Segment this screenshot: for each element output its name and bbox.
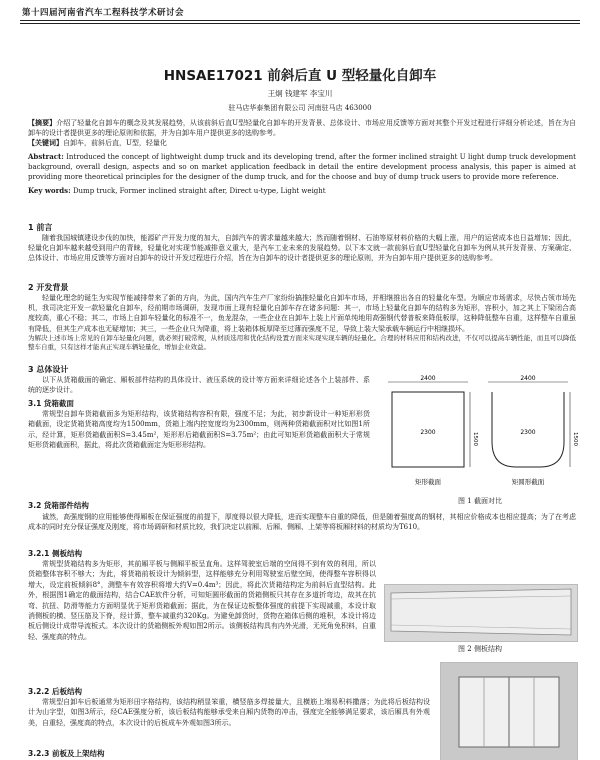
fig1-right-side-label: 1500 — [572, 432, 578, 446]
paper-authors: 王炯 钱建军 李宝川 — [267, 89, 333, 98]
section-3-1-heading: 3.1 货箱截面 — [28, 399, 74, 408]
section-3-2-2-heading: 3.2.2 后板结构 — [28, 687, 82, 696]
fig1-right-top-label: 2400 — [520, 375, 536, 382]
section-3-2-2-text: 常规型自卸车后板通常为矩形田字格结构，该结构稍显笨重，横竖筋多焊接量大，且横筋上端易积料撒落；为此将后板结构设计为山字型，如图3所示，经CAE强度分析，该后板结构能够承受来自厢内货物的冲击，强度完全能够满足要求，该后厢具有外观美，自重轻，强度高的特点，本次设计的后板成车外观如图3所示。 — [28, 698, 430, 727]
section-3-2-heading: 3.2 货箱部件结构 — [28, 501, 89, 510]
fig1-left-inner-label: 2300 — [420, 429, 436, 436]
fig1-left-top-label: 2400 — [420, 375, 436, 382]
section-1-body — [28, 233, 576, 264]
fig1-left-caption: 矩形截面 — [415, 478, 441, 486]
running-header: 第十四届河南省汽车工程科技学术研讨会 — [22, 8, 185, 18]
keywords-cn-text: 自卸车，前斜后直，U型，轻量化 — [63, 139, 167, 148]
abstract-cn-text: 介绍了轻量化自卸车的概念及其发展趋势，从该前斜后直U型轻量化自卸车的开发背景、总体设计、市场应用反馈等方面对其整个开发过程进行详细分析论述，旨在为自卸车的设计者提供更多的理论原则和依据，并为自卸车用户提供更多的选购参考。 — [28, 119, 577, 138]
section-3-2-1-heading: 3.2.1 侧板结构 — [28, 549, 82, 558]
fig1-right-inner-label: 2300 — [520, 429, 536, 436]
fig1-left-side-label: 1500 — [472, 432, 478, 446]
header-rule — [20, 20, 580, 21]
figure-3-photo — [440, 662, 578, 760]
section-3-2-1-body — [28, 559, 376, 642]
paper-affiliation: 驻马店华泰集团有限公司 河南驻马店 463000 — [228, 104, 372, 112]
keywords-en-label: Key words: — [28, 185, 71, 195]
section-3-1-text: 常规型自卸车货箱截面多为矩形结构，该货箱结构容积有限，强度不足；为此，初步新设计一种矩形形货箱截面，设定货箱货箱高度均为1500mm，货箱上端内控宽度均为2300mm，则两种货箱截面积对比如图1所示，经计算，矩形货箱截面积S=3.45m²，矩形形后箱截面积S=3.75m²；由此可知矩形货箱截面积大于常规矩形货箱截面积，据此，将此次货箱截面定为矩形形结构。 — [28, 410, 370, 450]
header-rule-thin — [20, 23, 580, 24]
section-3-2-1-text: 常规型货箱结构多为矩形，其前厢平板与侧厢平板呈直角。这样驾驶室后端的空间得不到有效的利用，所以货箱整体容积不够大；为此，将货箱前板设计为倾斜型，这样能够充分利用驾驶室后壁空间，使得整车容积得以增大，设定前板倾斜8°，测整车有效容积将增大约V=0.4m³；因此，将此次货箱结构定为前斜后直型结构。此外，根据图1确定的截面结构，结合CAE软件分析，可知矩圆形截面的货箱侧板只其存在多道折弯边，故其在抗弯、抗扭、防滑等能力方面明显优于矩形货箱截面；据此，为在保证边板整体强度的前提下实现减重，本设计取消侧板的横、竖压筋及下脊，经计算，整车减重约320Kg。为避免卸货时，货物在箱体后侧的堆积，本设计将边板后侧设计成带导流板式。本次设计的货箱侧板外观如图2所示。该侧板结构具有内外光滑，无死角免积料，自重轻、强度高的特点。 — [28, 560, 376, 641]
section-3-1-body — [28, 409, 370, 451]
figure-1-caption: 图 1 截面对比 — [458, 497, 502, 505]
section-1-heading: 1 前言 — [28, 223, 53, 232]
figure-2-drawing — [385, 585, 577, 641]
section-3-2-text: 诚然，高强度钢的应用能够使得厢板在保证强度的前提下，厚度得以很大降低，进而实现整车自重的降低，但是随着强度高的钢材，其相应价格成本也相应提高；为了在考虑成本的同时充分保证强度及刚度，将市场调研和材质比较，我们决定以前厢、后厢、侧厢、上架等将板厢材料的材质均为T610。 — [28, 513, 576, 532]
section-3-2-body — [28, 512, 576, 532]
section-3-intro — [28, 375, 370, 396]
figure-1 — [380, 372, 580, 492]
section-3-2-3-heading: 3.2.3 前板及上架结构 — [28, 749, 105, 758]
abstract-en-label: Abstract: — [28, 152, 64, 161]
figure-2 — [384, 584, 578, 642]
section-3-2-2-body — [28, 697, 430, 728]
section-2-paragraph-2: 为解决上述市场上常见的自卸车轻量化问题，就必须打破常规，从材质选用和优化结构设置方面来实现实现车辆的轻量化。合理的材料应用和结构改进，不仅可以提高车辆性能，而且可以降低整车自重，只有这样才能真正实现车辆轻量化，增加企业效益。 — [28, 333, 576, 352]
section-1-paragraph: 随着我国城镇建设步伐的加快，能源矿产开发力度的加大，自卸汽车的需求量越来越大；然而随着钢材、石油等原材料价格的大幅上涨，用户的运营成本也日益增加；因此，轻量化自卸车越来越受到用户的青睐，轻量化对实现节能减排意义重大，是汽车工业未来的发展趋势。以下本文就一款前斜后直U型轻量化自卸车为例从其开发背景、方案确定、总体设计、市场应用反馈等方面对自卸车的设计开发过程进行介绍，旨在为自卸车的设计者提供更多的理论原则，并为自卸车用户提供更多的选购参考。 — [28, 234, 576, 263]
abstract-cn-label: 【摘要】 — [28, 118, 57, 127]
keywords-en-text: Dump truck, Former inclined straight after, Direct u-type, Light weight — [72, 186, 326, 195]
section-3-heading: 3 总体设计 — [28, 365, 69, 374]
section-3-intro-text: 以下从货箱截面的确定、厢板部件结构的具体设计、液压系统的设计等方面来详细论述各个上装部件、系统的逐步设计。 — [28, 376, 370, 395]
section-2-heading: 2 开发背景 — [28, 283, 69, 292]
section-2-paragraph: 轻量化理念的诞生为实现节能减排带来了新的方向，为此，国内汽车生产厂家纷纷搞推轻量化自卸车市场，并相继推出各自的轻量化车型。为顺应市场需求，尽快占领市场先机，我司决定开发一款轻量化自卸车，经前期市场调研，发现市面上现有轻量化自卸车存在诸多问题：其一，市场上轻量化自卸车的结构多为矩形，容积小，加之其上下梁闭合高度较高，重心不稳；其二，市场上自卸车轻量化的标准不一，鱼龙混杂，一些企业在自卸车上装上片面单纯地用高强钢代替普板来降低板厚，这种降低整车自重，这样整车自重虽有降低，但其生产成本也无疑增加；其三，一些企业只为降重，将上装箱体板厚降至过薄而强度不足，导致上装大梁承载车辆运行中相继损坏。 — [28, 294, 576, 333]
figure-2-caption: 图 2 侧板结构 — [458, 645, 502, 653]
paper-title: HNSAE17021 前斜后直 U 型轻量化自卸车 — [163, 68, 437, 84]
keywords-cn-label: 【关键词】 — [28, 138, 63, 148]
figure-1-drawing — [380, 372, 580, 492]
section-2-body — [28, 293, 576, 353]
abstract-en — [28, 152, 576, 196]
abstract-cn — [28, 118, 576, 149]
fig1-right-caption: 矩圆形截面 — [511, 478, 545, 486]
abstract-en-text: Introduced the concept of lightweight dump truck and its developing trend, after the former inclined straight U light dump truck development background, overall design, aspects and so on market application feedback in detail the entire development process analysis, this paper is aimed at providing more theoretical principles for the designer of the dump truck, and for the choose and buy of dump truck users to provide more reference. — [28, 153, 576, 182]
figure-3-drawing — [441, 663, 577, 760]
